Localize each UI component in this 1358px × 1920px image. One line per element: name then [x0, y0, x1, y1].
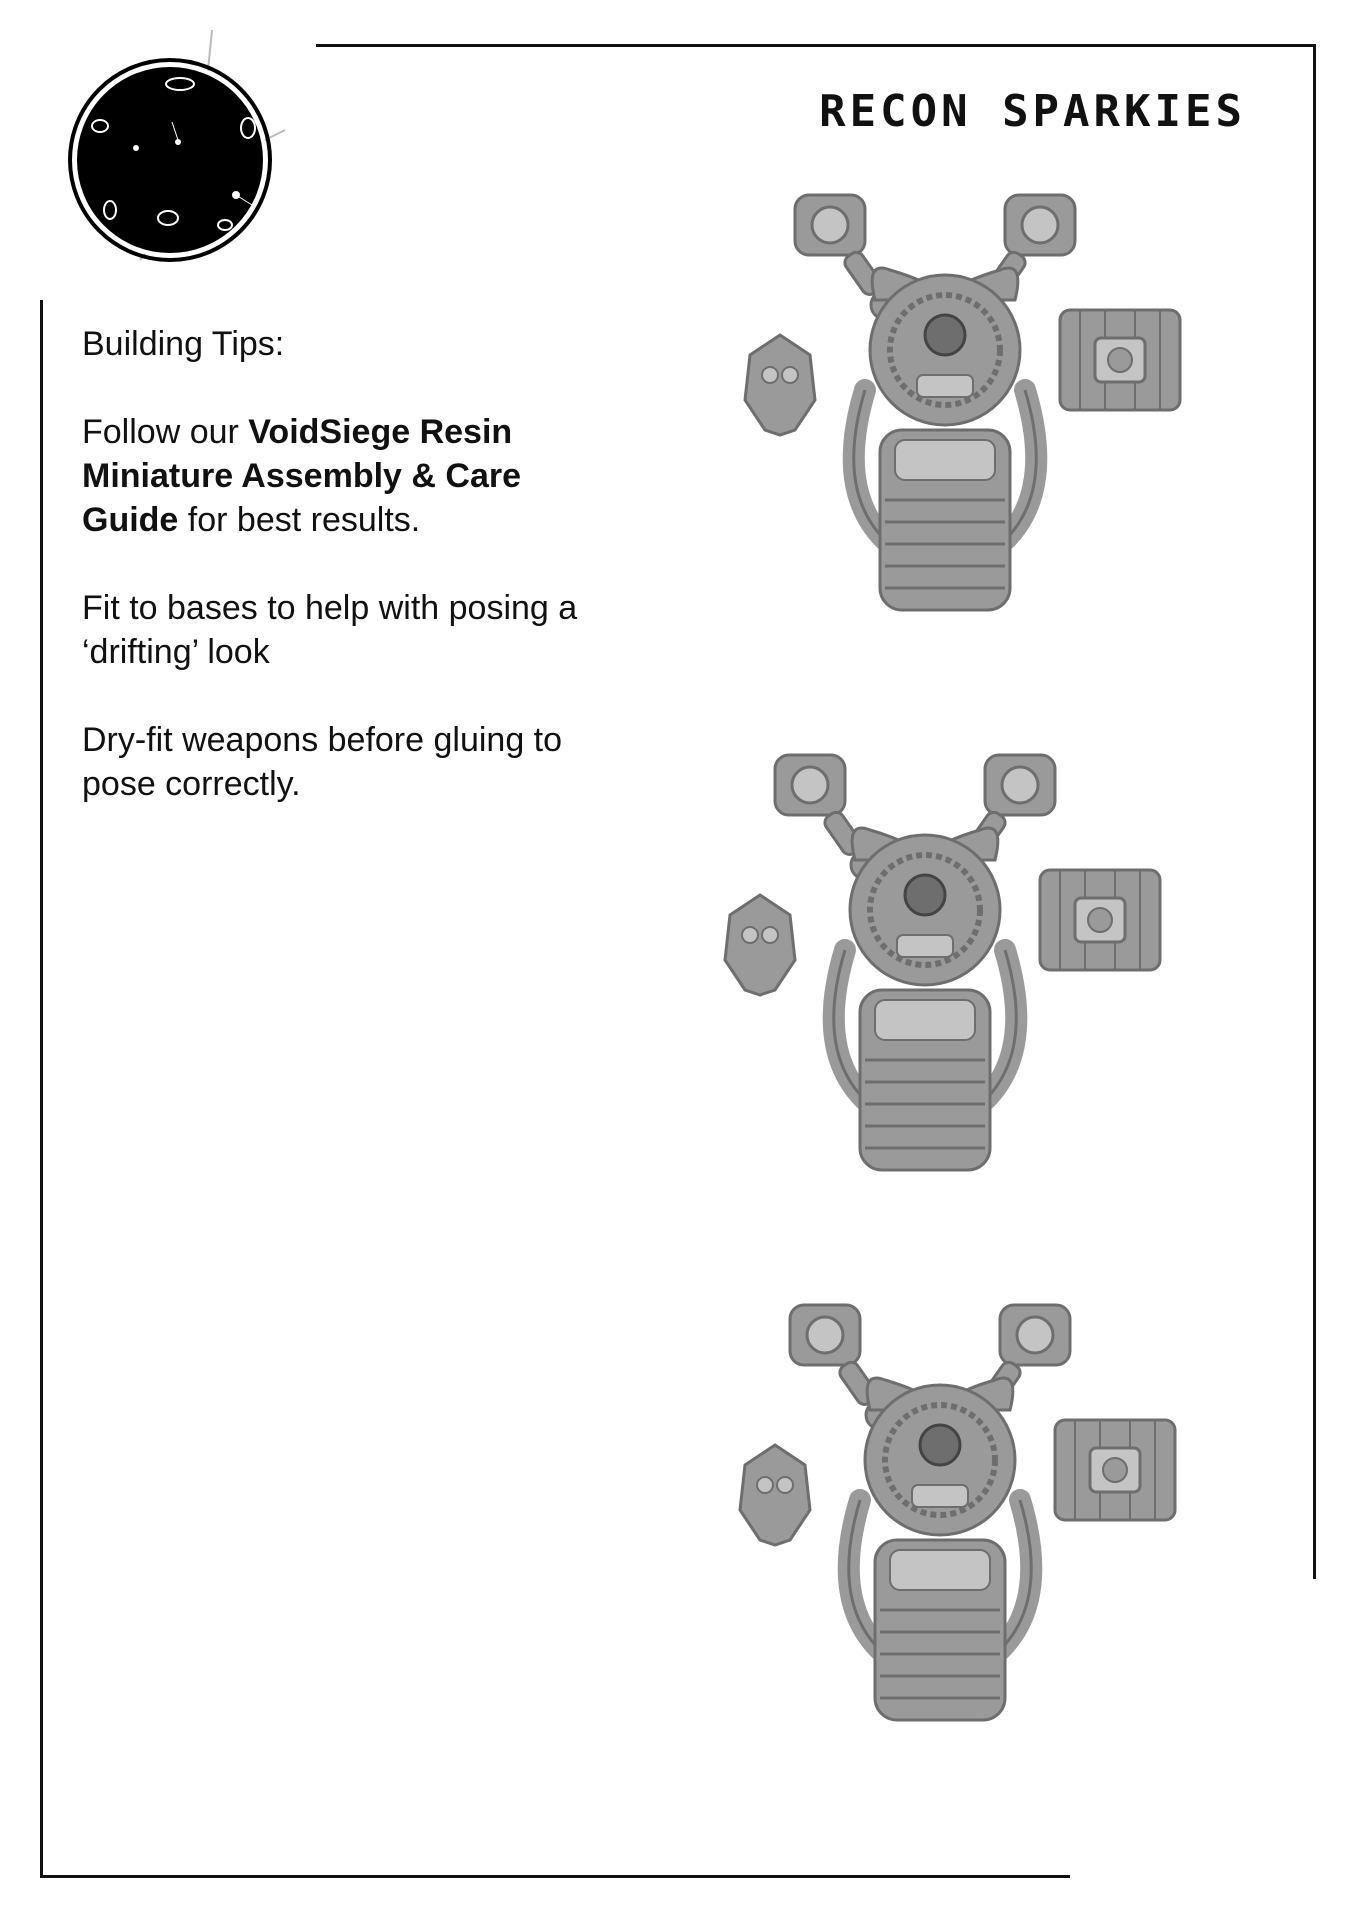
tip-guide [82, 410, 622, 542]
tip-guide-suffix: for best results. [178, 501, 421, 539]
tip-dry-fit: Dry-fit weapons before gluing to pose correctly. [82, 721, 563, 803]
miniature-parts-drawing [700, 1290, 1300, 1810]
black-planet-logo-icon [40, 20, 300, 280]
frame-left-border [40, 300, 43, 1878]
miniature-parts [700, 180, 1300, 1830]
frame-top-border [316, 44, 1316, 47]
frame-right-border [1313, 44, 1316, 1579]
miniature-parts-drawing [700, 740, 1300, 1260]
miniature-set-1 [700, 180, 1300, 700]
miniature-set-2 [700, 740, 1300, 1260]
tip-bases: Fit to bases to help with posing a ‘drifting’ look [82, 589, 578, 671]
tip-guide-name: VoidSiege Resin Miniature Assembly & Care Guide [82, 413, 521, 539]
miniature-set-3 [700, 1290, 1300, 1810]
page-title: RECON SPARKIES [819, 86, 1246, 137]
miniature-parts-drawing [700, 180, 1300, 700]
tip-guide-prefix: Follow our [82, 413, 249, 451]
frame-bottom-border [40, 1875, 1070, 1878]
tips-heading: Building Tips: [82, 325, 285, 363]
building-tips [82, 322, 622, 850]
